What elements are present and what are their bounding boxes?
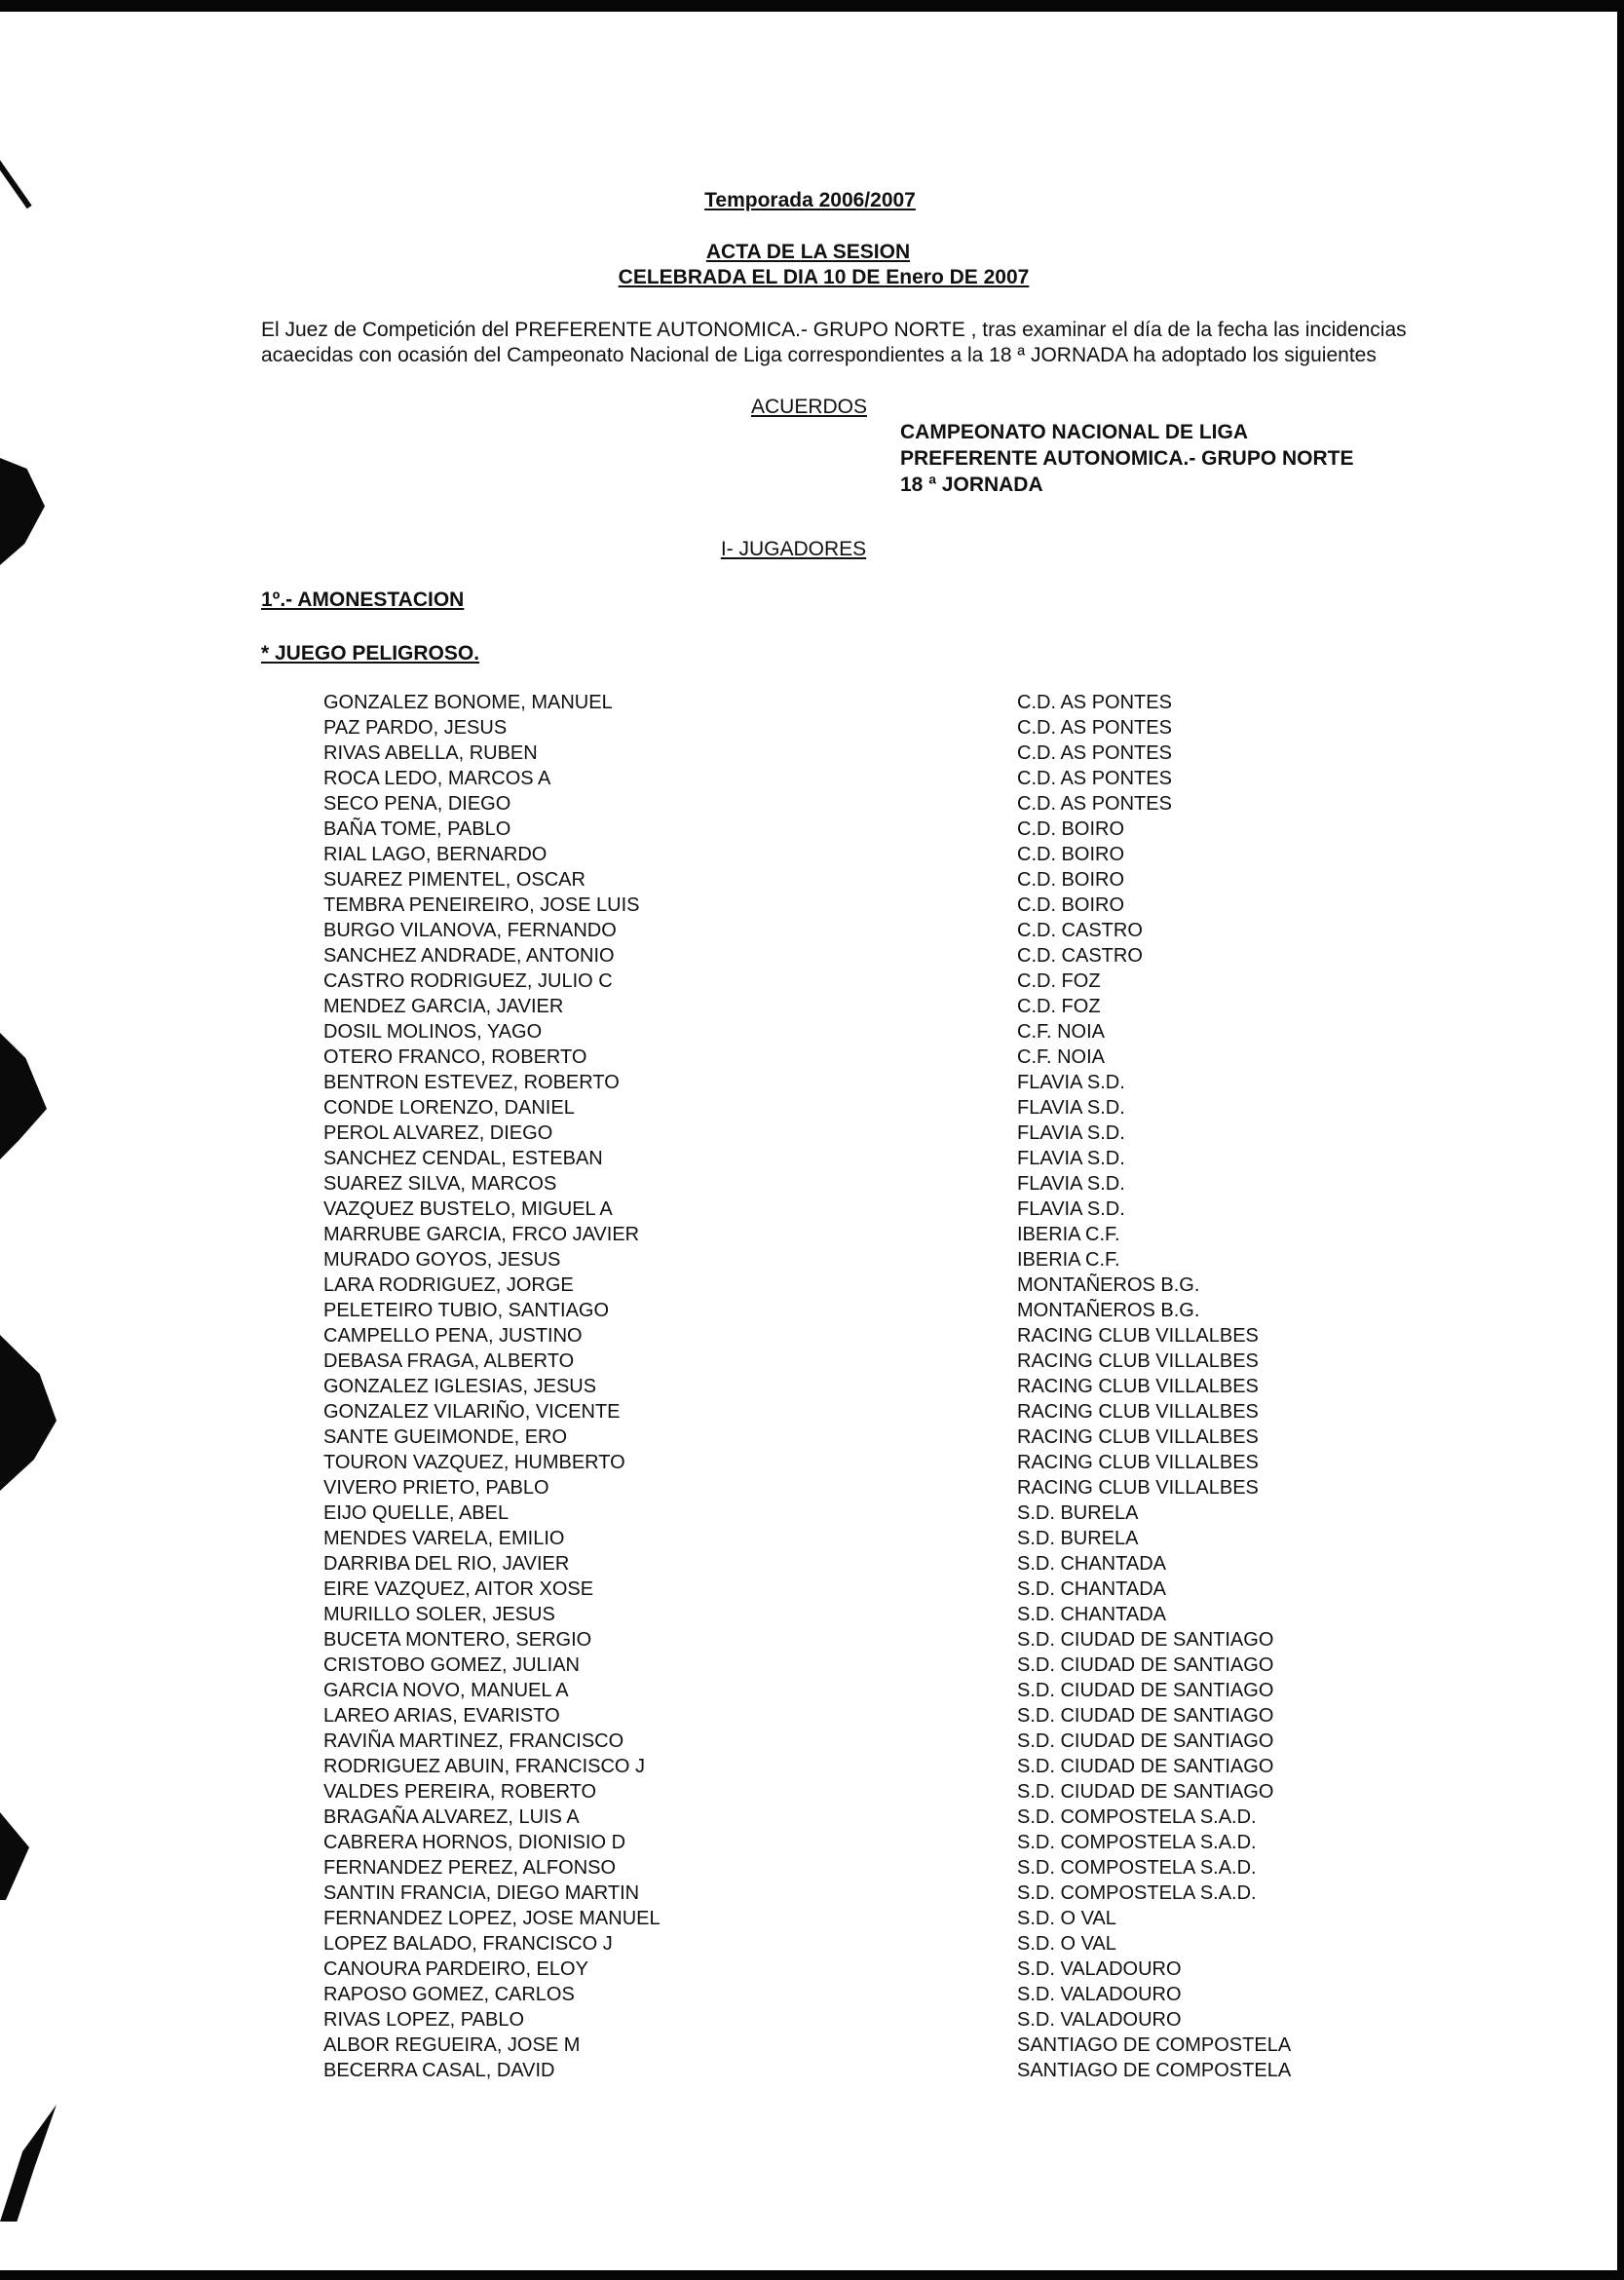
player-name: GONZALEZ VILARIÑO, VICENTE xyxy=(323,1401,621,1423)
acuerdos-heading: ACUERDOS xyxy=(750,396,868,418)
player-team: FLAVIA S.D. xyxy=(1017,1198,1125,1220)
player-row xyxy=(323,1805,1395,1830)
player-name: LAREO ARIAS, EVARISTO xyxy=(323,1705,560,1727)
player-row xyxy=(323,1754,1395,1779)
juego-peligroso-heading: * JUEGO PELIGROSO. xyxy=(261,642,480,665)
player-team: IBERIA C.F. xyxy=(1017,1224,1120,1245)
player-name: RAPOSO GOMEZ, CARLOS xyxy=(323,1984,575,2005)
player-row xyxy=(323,1678,1395,1703)
player-team: S.D. CHANTADA xyxy=(1017,1553,1166,1575)
player-row xyxy=(323,1273,1395,1298)
player-team: S.D. CIUDAD DE SANTIAGO xyxy=(1017,1629,1274,1651)
season-title: Temporada 2006/2007 xyxy=(704,189,916,211)
player-row xyxy=(323,2007,1395,2033)
player-team: C.D. CASTRO xyxy=(1017,920,1143,941)
player-name: RAVIÑA MARTINEZ, FRANCISCO xyxy=(323,1730,624,1752)
player-row xyxy=(323,1653,1395,1678)
player-team: SANTIAGO DE COMPOSTELA xyxy=(1017,2060,1292,2081)
player-team: C.D. BOIRO xyxy=(1017,844,1125,865)
player-name: RODRIGUEZ ABUIN, FRANCISCO J xyxy=(323,1756,646,1777)
player-name: EIRE VAZQUEZ, AITOR XOSE xyxy=(323,1578,594,1600)
player-row xyxy=(323,690,1395,715)
player-row xyxy=(323,1957,1395,1982)
player-name: MURILLO SOLER, JESUS xyxy=(323,1604,555,1625)
player-team: RACING CLUB VILLALBES xyxy=(1017,1477,1259,1499)
player-name: TEMBRA PENEIREIRO, JOSE LUIS xyxy=(323,894,640,916)
player-row xyxy=(323,842,1395,867)
player-name: DARRIBA DEL RIO, JAVIER xyxy=(323,1553,570,1575)
player-name: PAZ PARDO, JESUS xyxy=(323,717,508,739)
player-team: C.D. AS PONTES xyxy=(1017,742,1172,764)
player-row xyxy=(323,1855,1395,1881)
player-name: LARA RODRIGUEZ, JORGE xyxy=(323,1274,574,1296)
scan-mark xyxy=(0,2105,57,2222)
player-row xyxy=(323,1450,1395,1475)
player-name: BRAGAÑA ALVAREZ, LUIS A xyxy=(323,1806,580,1828)
player-name: TOURON VAZQUEZ, HUMBERTO xyxy=(323,1452,625,1473)
player-team: C.D. AS PONTES xyxy=(1017,793,1172,815)
player-team: S.D. VALADOURO xyxy=(1017,1958,1182,1980)
player-row xyxy=(323,1982,1395,2007)
player-list xyxy=(323,690,1395,2083)
acta-title: ACTA DE LA SESION xyxy=(705,241,911,263)
player-name: FERNANDEZ PEREZ, ALFONSO xyxy=(323,1857,617,1879)
player-row xyxy=(323,1475,1395,1501)
player-team: S.D. VALADOURO xyxy=(1017,2009,1182,2031)
player-name: RIVAS LOPEZ, PABLO xyxy=(323,2009,524,2031)
player-team: S.D. CIUDAD DE SANTIAGO xyxy=(1017,1654,1274,1676)
player-row xyxy=(323,741,1395,766)
player-row xyxy=(323,867,1395,893)
player-name: OTERO FRANCO, ROBERTO xyxy=(323,1046,587,1068)
player-team: C.D. AS PONTES xyxy=(1017,717,1172,739)
player-name: BAÑA TOME, PABLO xyxy=(323,818,511,840)
player-team: RACING CLUB VILLALBES xyxy=(1017,1350,1259,1372)
player-team: S.D. CHANTADA xyxy=(1017,1578,1166,1600)
player-name: CAMPELLO PENA, JUSTINO xyxy=(323,1325,583,1347)
campeonato-line-2: PREFERENTE AUTONOMICA.- GRUPO NORTE xyxy=(900,447,1354,470)
player-row xyxy=(323,1501,1395,1526)
scan-mark xyxy=(0,1812,29,1900)
player-row xyxy=(323,1729,1395,1754)
player-name: ALBOR REGUEIRA, JOSE M xyxy=(323,2034,581,2056)
player-name: SECO PENA, DIEGO xyxy=(323,793,511,815)
player-row xyxy=(323,1298,1395,1323)
player-name: MENDEZ GARCIA, JAVIER xyxy=(323,996,564,1017)
player-name: VAZQUEZ BUSTELO, MIGUEL A xyxy=(323,1198,613,1220)
player-row xyxy=(323,1045,1395,1070)
player-row xyxy=(323,766,1395,791)
scan-mark xyxy=(0,1033,47,1159)
player-team: S.D. BURELA xyxy=(1017,1502,1139,1524)
player-name: FERNANDEZ LOPEZ, JOSE MANUEL xyxy=(323,1908,661,1929)
player-team: C.D. BOIRO xyxy=(1017,869,1125,891)
player-name: MARRUBE GARCIA, FRCO JAVIER xyxy=(323,1224,640,1245)
player-row xyxy=(323,1121,1395,1146)
player-team: S.D. CIUDAD DE SANTIAGO xyxy=(1017,1680,1274,1701)
player-name: RIAL LAGO, BERNARDO xyxy=(323,844,548,865)
player-name: CANOURA PARDEIRO, ELOY xyxy=(323,1958,588,1980)
player-row xyxy=(323,1830,1395,1855)
player-name: GONZALEZ BONOME, MANUEL xyxy=(323,692,613,713)
player-team: S.D. CIUDAD DE SANTIAGO xyxy=(1017,1705,1274,1727)
player-name: DOSIL MOLINOS, YAGO xyxy=(323,1021,543,1043)
intro-line-2: acaecidas con ocasión del Campeonato Nacional de Liga correspondientes a la 18 ª JORNADA ha adoptado los siguientes xyxy=(261,344,1377,366)
player-name: CRISTOBO GOMEZ, JULIAN xyxy=(323,1654,580,1676)
player-row xyxy=(323,1627,1395,1653)
player-team: MONTAÑEROS B.G. xyxy=(1017,1274,1200,1296)
session-date: CELEBRADA EL DIA 10 DE Enero DE 2007 xyxy=(618,266,1030,288)
player-team: SANTIAGO DE COMPOSTELA xyxy=(1017,2034,1292,2056)
player-name: RIVAS ABELLA, RUBEN xyxy=(323,742,538,764)
player-team: S.D. COMPOSTELA S.A.D. xyxy=(1017,1806,1257,1828)
player-row xyxy=(323,1526,1395,1551)
jugadores-heading: I- JUGADORES xyxy=(720,538,867,560)
player-name: EIJO QUELLE, ABEL xyxy=(323,1502,510,1524)
player-team: C.D. FOZ xyxy=(1017,970,1101,992)
player-team: RACING CLUB VILLALBES xyxy=(1017,1376,1259,1397)
player-row xyxy=(323,1247,1395,1273)
player-team: RACING CLUB VILLALBES xyxy=(1017,1325,1259,1347)
player-name: CONDE LORENZO, DANIEL xyxy=(323,1097,575,1119)
player-team: RACING CLUB VILLALBES xyxy=(1017,1426,1259,1448)
player-row xyxy=(323,1577,1395,1602)
player-row xyxy=(323,1070,1395,1095)
player-team: S.D. CHANTADA xyxy=(1017,1604,1166,1625)
player-row xyxy=(323,1906,1395,1931)
player-name: SUAREZ PIMENTEL, OSCAR xyxy=(323,869,585,891)
player-team: S.D. COMPOSTELA S.A.D. xyxy=(1017,1882,1257,1904)
player-name: SANTE GUEIMONDE, ERO xyxy=(323,1426,568,1448)
player-team: FLAVIA S.D. xyxy=(1017,1173,1125,1195)
player-team: C.D. FOZ xyxy=(1017,996,1101,1017)
player-team: FLAVIA S.D. xyxy=(1017,1148,1125,1169)
player-team: RACING CLUB VILLALBES xyxy=(1017,1401,1259,1423)
player-row xyxy=(323,1551,1395,1577)
player-team: S.D. CIUDAD DE SANTIAGO xyxy=(1017,1730,1274,1752)
player-team: C.D. AS PONTES xyxy=(1017,768,1172,789)
player-name: BUCETA MONTERO, SERGIO xyxy=(323,1629,592,1651)
player-row xyxy=(323,1323,1395,1349)
player-team: RACING CLUB VILLALBES xyxy=(1017,1452,1259,1473)
campeonato-line-3: 18 ª JORNADA xyxy=(900,474,1043,496)
player-name: DEBASA FRAGA, ALBERTO xyxy=(323,1350,575,1372)
player-row xyxy=(323,918,1395,943)
campeonato-line-1: CAMPEONATO NACIONAL DE LIGA xyxy=(900,421,1249,443)
player-row xyxy=(323,1019,1395,1045)
player-team: C.F. NOIA xyxy=(1017,1021,1106,1043)
player-name: SUAREZ SILVA, MARCOS xyxy=(323,1173,557,1195)
player-row xyxy=(323,893,1395,918)
player-team: MONTAÑEROS B.G. xyxy=(1017,1300,1200,1321)
player-name: BURGO VILANOVA, FERNANDO xyxy=(323,920,617,941)
player-team: FLAVIA S.D. xyxy=(1017,1097,1125,1119)
player-name: BENTRON ESTEVEZ, ROBERTO xyxy=(323,1072,620,1093)
player-team: IBERIA C.F. xyxy=(1017,1249,1120,1271)
scan-border-bottom xyxy=(0,2270,1624,2280)
player-row xyxy=(323,715,1395,741)
player-team: S.D. VALADOURO xyxy=(1017,1984,1182,2005)
intro-line-1: El Juez de Competición del PREFERENTE AUTONOMICA.- GRUPO NORTE , tras examinar el día de la fecha las incidencias xyxy=(261,319,1407,341)
player-team: C.D. CASTRO xyxy=(1017,945,1143,967)
player-name: GONZALEZ IGLESIAS, JESUS xyxy=(323,1376,597,1397)
player-row xyxy=(323,1349,1395,1374)
scan-mark xyxy=(0,1335,57,1491)
player-name: SANCHEZ CENDAL, ESTEBAN xyxy=(323,1148,603,1169)
player-name: PEROL ALVAREZ, DIEGO xyxy=(323,1122,553,1144)
player-name: CABRERA HORNOS, DIONISIO D xyxy=(323,1832,626,1853)
player-team: FLAVIA S.D. xyxy=(1017,1122,1125,1144)
player-name: GARCIA NOVO, MANUEL A xyxy=(323,1680,569,1701)
player-name: LOPEZ BALADO, FRANCISCO J xyxy=(323,1933,613,1955)
player-row xyxy=(323,1703,1395,1729)
player-row xyxy=(323,1602,1395,1627)
player-team: C.D. AS PONTES xyxy=(1017,692,1172,713)
player-name: SANCHEZ ANDRADE, ANTONIO xyxy=(323,945,615,967)
player-team: C.D. BOIRO xyxy=(1017,818,1125,840)
player-row xyxy=(323,2033,1395,2058)
player-name: PELETEIRO TUBIO, SANTIAGO xyxy=(323,1300,610,1321)
player-row xyxy=(323,1399,1395,1425)
player-row xyxy=(323,943,1395,969)
player-name: MENDES VARELA, EMILIO xyxy=(323,1528,565,1549)
player-row xyxy=(323,1197,1395,1222)
scan-border-top xyxy=(0,0,1624,12)
player-row xyxy=(323,791,1395,817)
player-row xyxy=(323,1779,1395,1805)
player-row xyxy=(323,969,1395,994)
player-team: S.D. BURELA xyxy=(1017,1528,1139,1549)
player-team: S.D. CIUDAD DE SANTIAGO xyxy=(1017,1756,1274,1777)
player-team: C.F. NOIA xyxy=(1017,1046,1106,1068)
player-row xyxy=(323,817,1395,842)
player-row xyxy=(323,1222,1395,1247)
player-name: CASTRO RODRIGUEZ, JULIO C xyxy=(323,970,613,992)
player-row xyxy=(323,2058,1395,2083)
player-team: S.D. COMPOSTELA S.A.D. xyxy=(1017,1832,1257,1853)
player-name: VIVERO PRIETO, PABLO xyxy=(323,1477,549,1499)
player-row xyxy=(323,1881,1395,1906)
player-row xyxy=(323,1931,1395,1957)
player-team: C.D. BOIRO xyxy=(1017,894,1125,916)
player-name: ROCA LEDO, MARCOS A xyxy=(323,768,551,789)
player-name: SANTIN FRANCIA, DIEGO MARTIN xyxy=(323,1882,640,1904)
player-row xyxy=(323,1095,1395,1121)
scan-border-right xyxy=(1617,0,1624,2280)
player-team: S.D. COMPOSTELA S.A.D. xyxy=(1017,1857,1257,1879)
player-team: S.D. O VAL xyxy=(1017,1908,1116,1929)
player-team: S.D. O VAL xyxy=(1017,1933,1116,1955)
player-row xyxy=(323,1425,1395,1450)
player-team: FLAVIA S.D. xyxy=(1017,1072,1125,1093)
player-name: MURADO GOYOS, JESUS xyxy=(323,1249,561,1271)
player-row xyxy=(323,1146,1395,1171)
player-row xyxy=(323,1171,1395,1197)
player-row xyxy=(323,1374,1395,1399)
player-team: S.D. CIUDAD DE SANTIAGO xyxy=(1017,1781,1274,1803)
player-row xyxy=(323,994,1395,1019)
player-name: VALDES PEREIRA, ROBERTO xyxy=(323,1781,597,1803)
player-name: BECERRA CASAL, DAVID xyxy=(323,2060,555,2081)
amonestacion-heading: 1º.- AMONESTACION xyxy=(261,589,465,611)
